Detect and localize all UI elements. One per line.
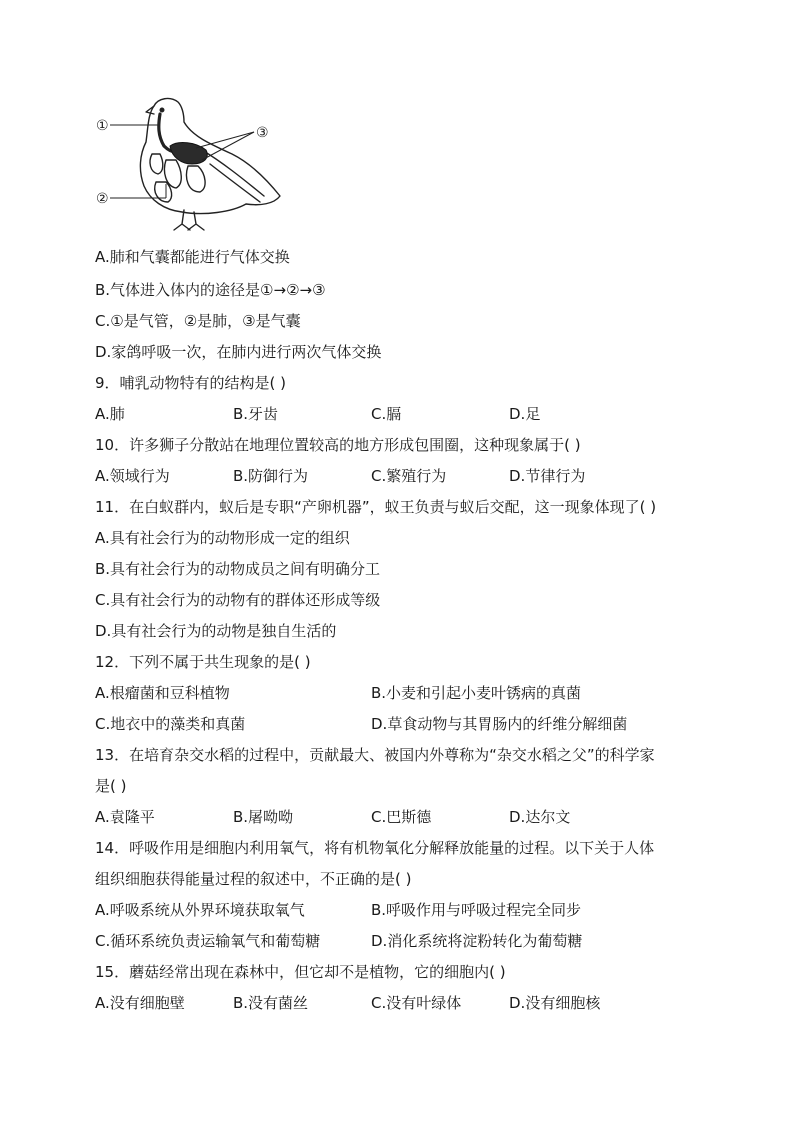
pigeon-beak [146, 106, 154, 114]
q10-option-a: A.领域行为 [95, 467, 170, 485]
lungs [170, 143, 207, 164]
q14-option-a: A.呼吸系统从外界环境获取氧气 [95, 901, 305, 919]
pigeon-respiratory-figure [92, 92, 292, 240]
q11-option-a: A.具有社会行为的动物形成一定的组织 [95, 529, 350, 547]
q10-option-b: B.防御行为 [233, 467, 309, 485]
q13-option-b: B.屠呦呦 [233, 808, 294, 826]
q9-stem: 9．哺乳动物特有的结构是( ) [95, 374, 287, 392]
label-2: ② [96, 191, 109, 207]
q11-option-c: C.具有社会行为的动物有的群体还形成等级 [95, 591, 381, 609]
q12-option-d: D.草食动物与其胃肠内的纤维分解细菌 [371, 715, 628, 733]
q13-stem-line2: 是( ) [95, 777, 127, 795]
q14-stem-line2: 组织细胞获得能量过程的叙述中，不正确的是( ) [95, 870, 412, 888]
label-1: ① [96, 118, 109, 134]
q8-option-b: B.气体进入体内的途径是①→②→③ [95, 281, 326, 299]
q10-option-c: C.繁殖行为 [371, 467, 447, 485]
q14-option-b: B.呼吸作用与呼吸过程完全同步 [371, 901, 582, 919]
q13-option-d: D.达尔文 [509, 808, 571, 826]
q12-option-b: B.小麦和引起小麦叶锈病的真菌 [371, 684, 582, 702]
q15-option-c: C.没有叶绿体 [371, 994, 462, 1012]
q12-stem: 12．下列不属于共生现象的是( ) [95, 653, 311, 671]
pigeon-eye [160, 108, 164, 112]
q15-option-d: D.没有细胞核 [509, 994, 601, 1012]
q9-option-c: C.膈 [371, 405, 402, 423]
q15-option-b: B.没有菌丝 [233, 994, 309, 1012]
q14-option-d: D.消化系统将淀粉转化为葡萄糖 [371, 932, 583, 950]
q9-option-a: A.肺 [95, 405, 125, 423]
label-3-leader-b [202, 132, 254, 160]
q15-option-a: A.没有细胞壁 [95, 994, 185, 1012]
q9-option-d: D.足 [509, 405, 541, 423]
q12-option-a: A.根瘤菌和豆科植物 [95, 684, 230, 702]
q10-stem: 10．许多狮子分散站在地理位置较高的地方形成包围圈，这种现象属于( ) [95, 436, 581, 454]
label-3: ③ [256, 125, 269, 141]
q13-option-c: C.巴斯德 [371, 808, 432, 826]
q11-stem: 11．在白蚁群内，蚁后是专职“产卵机器”，蚁王负责与蚁后交配，这一现象体现了( ) [95, 498, 657, 516]
q13-option-a: A.袁隆平 [95, 808, 155, 826]
pigeon-wing [202, 150, 264, 202]
q8-option-c: C.①是气管，②是肺，③是气囊 [95, 312, 301, 330]
q13-stem-line1: 13．在培育杂交水稻的过程中，贡献最大、被国内外尊称为“杂交水稻之父”的科学家 [95, 746, 655, 764]
q8-option-d: D.家鸽呼吸一次，在肺内进行两次气体交换 [95, 343, 382, 361]
q11-option-b: B.具有社会行为的动物成员之间有明确分工 [95, 560, 381, 578]
q9-option-b: B.牙齿 [233, 405, 279, 423]
q12-option-c: C.地衣中的藻类和真菌 [95, 715, 246, 733]
q10-option-d: D.节律行为 [509, 467, 586, 485]
q15-stem: 15．蘑菇经常出现在森林中，但它却不是植物，它的细胞内( ) [95, 963, 506, 981]
q14-stem-line1: 14．呼吸作用是细胞内利用氧气，将有机物氧化分解释放能量的过程。以下关于人体 [95, 839, 655, 857]
q11-option-d: D.具有社会行为的动物是独自生活的 [95, 622, 337, 640]
q14-option-c: C.循环系统负责运输氧气和葡萄糖 [95, 932, 321, 950]
q8-option-a: A.肺和气囊都能进行气体交换 [95, 248, 290, 266]
